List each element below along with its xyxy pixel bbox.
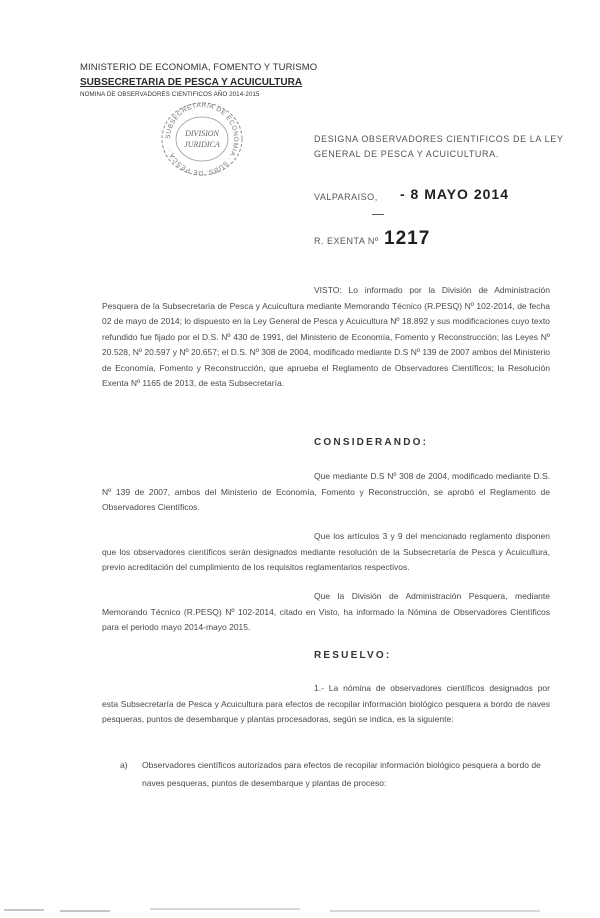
- resuelvo-paragraph-1: 1.- La nómina de observadores científicos designados por esta Subsecretaría de Pesca y Acuicultura para efectos de recopilar información biológico pesquera a bordo de naves pesqueras, puntos de desembarque y plantas procesadoras, según se indica, es la siguiente:: [102, 683, 550, 724]
- item-a: [120, 756, 550, 792]
- item-a-text: Observadores científicos autorizados para efectos de recopilar información biológico pesquera a bordo de naves pesqueras, puntos de desembarque y plantas de proceso:: [142, 760, 541, 788]
- considerando-paragraph-1: Que mediante D.S Nº 308 de 2004, modificado mediante D.S. Nº 139 de 2007, ambos del Ministerio de Economía, Fomento y Reconstrucción, se aprobó el Reglamento de Observadores Científicos.: [102, 471, 550, 512]
- division-juridica-seal: [156, 98, 248, 180]
- nomina-header: NOMINA DE OBSERVADORES CIENTIFICOS AÑO 2014-2015: [80, 91, 260, 98]
- resolution-subject: DESIGNA OBSERVADORES CIENTIFICOS DE LA LEY GENERAL DE PESCA Y ACUICULTURA.: [314, 134, 564, 159]
- resolution-date: - 8 MAYO 2014: [400, 186, 509, 202]
- item-a-label: a): [120, 760, 128, 770]
- considerando-heading: CONSIDERANDO:: [314, 437, 429, 448]
- seal-line-1: DIVISION: [185, 129, 219, 138]
- visto-paragraph: VISTO: Lo informado por la División de Administración Pesquera de la Subsecretaría de Pesca y Acuicultura mediante Memorando Técnico (R.PESQ) Nº 102-2014, de fecha 02 de mayo de 2014; lo dispuesto en la Ley General de Pesca y Acuicultura Nº 18.892 y sus modificaciones cuyo texto refundido fue fijado por el D.S. Nº 430 de 1991, del Ministerio de Economía, Fomento y Reconstrucción; las Leyes Nº 20.528, Nº 20.597 y Nº 20.657; el D.S. Nº 308 de 2004, modificado mediante D.S Nº 139 de 2007 ambos del Ministerio de Economía, Fomento y Reconstrucción, que aprueba el Reglamento de Observadores Científicos; la Resolución Exenta Nº 1165 de 2013, de esta Subsecretaría.: [102, 285, 550, 388]
- number-dash: [372, 214, 384, 215]
- ministry-header: MINISTERIO DE ECONOMIA, FOMENTO Y TURISMO: [80, 62, 318, 73]
- seal-line-2: JURIDICA: [184, 140, 220, 149]
- resolution-number: 1217: [384, 228, 431, 249]
- subsecretaria-header: SUBSECRETARIA DE PESCA Y ACUICULTURA: [80, 77, 303, 88]
- scan-artifact-line: [0, 906, 600, 916]
- resolution-label: R. EXENTA Nº: [314, 236, 379, 246]
- resuelvo-heading: RESUELVO:: [314, 650, 392, 661]
- place-label: VALPARAISO,: [314, 192, 378, 202]
- considerando-paragraph-3: Que la División de Administración Pesquera, mediante Memorando Técnico (R.PESQ) Nº 102-2014, citado en Visto, ha informado la Nómina de Observadores Científicos para el periodo mayo 2014-mayo 2015.: [102, 591, 550, 632]
- seal-ring-text: SUBSECRETARIA DE ECONOMIA · SUBS. DE PESCA ·: [164, 101, 240, 177]
- considerando-paragraph-2: Que los artículos 3 y 9 del mencionado reglamento disponen que los observadores científicos serán designados mediante resolución de la Subsecretaría de Pesca y Acuicultura, previo acreditación del cumplimiento de los requisitos reglamentarios respectivos.: [102, 531, 550, 572]
